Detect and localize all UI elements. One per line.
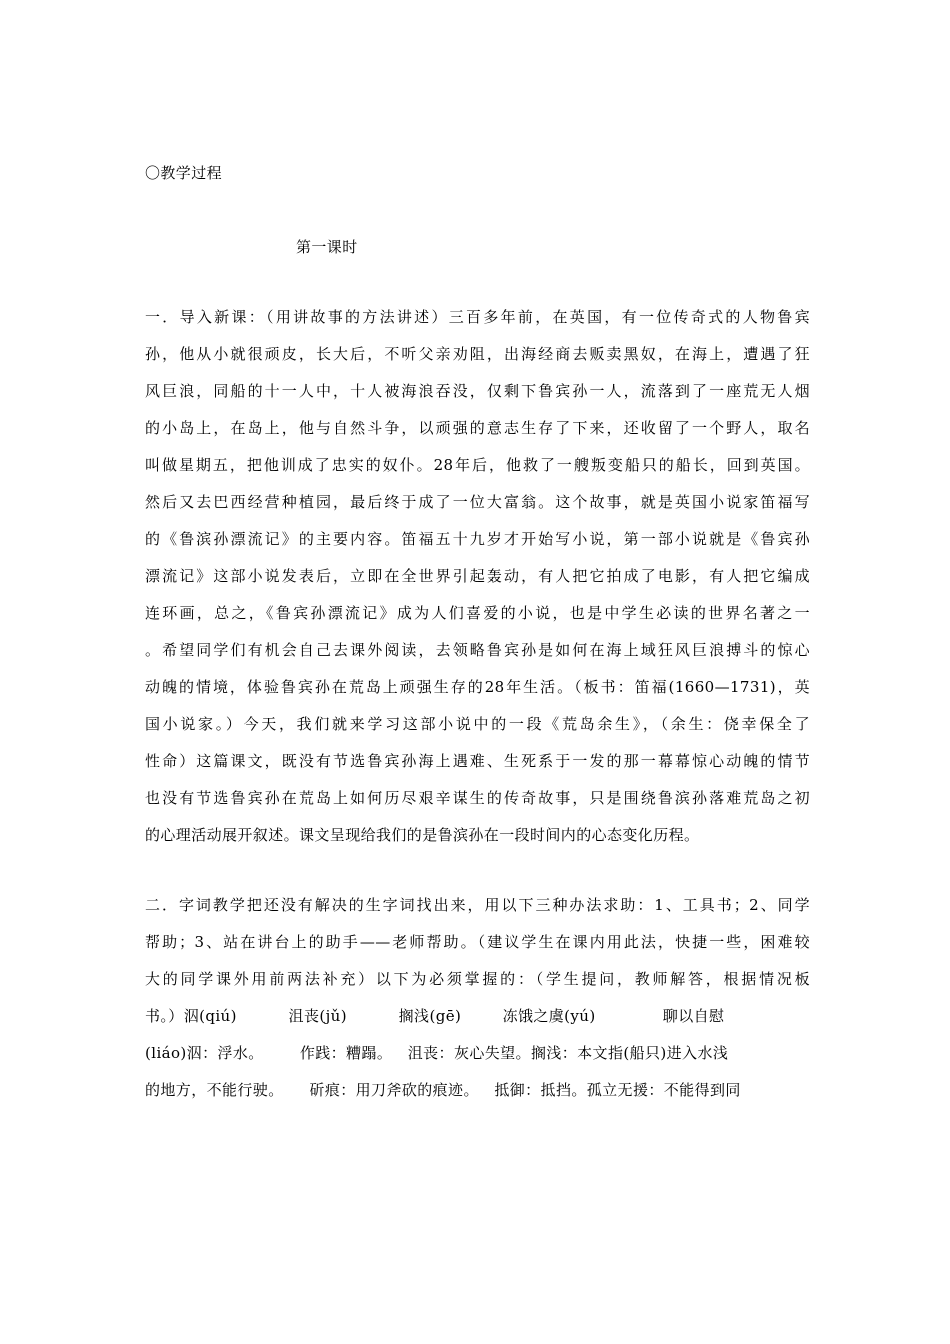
- paragraph-line: 一．导入新课：（用讲故事的方法讲述）三百多年前，在英国，有一位传奇式的人物鲁宾: [145, 308, 810, 326]
- paragraph-line: 的《鲁滨孙漂流记》的主要内容。笛福五十九岁才开始写小说，第一部小说就是《鲁宾孙: [145, 530, 810, 548]
- paragraph-line: 叫做星期五，把他训成了忠实的奴仆。28年后，他救了一艘叛变船只的船长，回到英国。: [145, 456, 810, 474]
- paragraph-line: (liáo)泅：浮水。 作践：糟蹋。 沮丧：灰心失望。搁浅：本文指(船只)进入水浅: [145, 1044, 729, 1062]
- paragraph-line: 的小岛上，在岛上，他与自然斗争，以顽强的意志生存了下来，还收留了一个野人，取名: [145, 419, 810, 437]
- paragraph-line: 风巨浪，同船的十一人中，十人被海浪吞没，仅剩下鲁宾孙一人，流落到了一座荒无人烟: [145, 382, 810, 400]
- paragraph-line: 动魄的情境，体验鲁宾孙在荒岛上顽强生存的28年生活。（板书：笛福(1660—1731)，英: [145, 678, 810, 696]
- paragraph-line: 性命）这篇课文，既没有节选鲁宾孙海上遇难、生死系于一发的那一幕幕惊心动魄的情节: [145, 752, 810, 770]
- paragraph-line: 。希望同学们有机会自己去课外阅读，去领略鲁宾孙是如何在海上域狂风巨浪搏斗的惊心: [145, 641, 810, 659]
- paragraph-line: 大的同学课外用前两法补充）以下为必须掌握的：（学生提问，教师解答，根据情况板: [145, 970, 810, 988]
- paragraph-line: 然后又去巴西经营种植园，最后终于成了一位大富翁。这个故事，就是英国小说家笛福写: [145, 493, 810, 511]
- paragraph-line: 的心理活动展开叙述。课文呈现给我们的是鲁滨孙在一段时间内的心态变化历程。: [145, 826, 700, 844]
- paragraph-line: 二．字词教学把还没有解决的生字词找出来，用以下三种办法求助：1、工具书；2、同学: [145, 896, 810, 914]
- paragraph-line: 国小说家。）今天，我们就来学习这部小说中的一段《荒岛余生》，（余生：侥幸保全了: [145, 715, 810, 733]
- paragraph-line: 孙，他从小就很顽皮，长大后，不听父亲劝阻，出海经商去贩卖黑奴，在海上，遭遇了狂: [145, 345, 810, 363]
- lesson-title: 第一课时: [296, 238, 358, 256]
- section-title: 〇教学过程: [145, 164, 223, 182]
- paragraph-line: 帮助；3、站在讲台上的助手——老师帮助。（建议学生在课内用此法，快捷一些，困难较: [145, 933, 810, 951]
- paragraph-line: 漂流记》这部小说发表后，立即在全世界引起轰动，有人把它拍成了电影，有人把它编成: [145, 567, 810, 585]
- paragraph-line: 也没有节选鲁宾孙在荒岛上如何历尽艰辛谋生的传奇故事，只是围绕鲁滨孙落难荒岛之初: [145, 789, 810, 807]
- paragraph-line: 连环画，总之，《鲁宾孙漂流记》成为人们喜爱的小说，也是中学生必读的世界名著之一: [145, 604, 810, 622]
- paragraph-line: 书。）泅(qiú) 沮丧(jǔ) 搁浅(gē) 冻饿之虞(yú) 聊以自慰: [145, 1007, 725, 1025]
- paragraph-line: 的地方，不能行驶。 斫痕：用刀斧砍的痕迹。 抵御：抵挡。孤立无援：不能得到同: [145, 1081, 741, 1099]
